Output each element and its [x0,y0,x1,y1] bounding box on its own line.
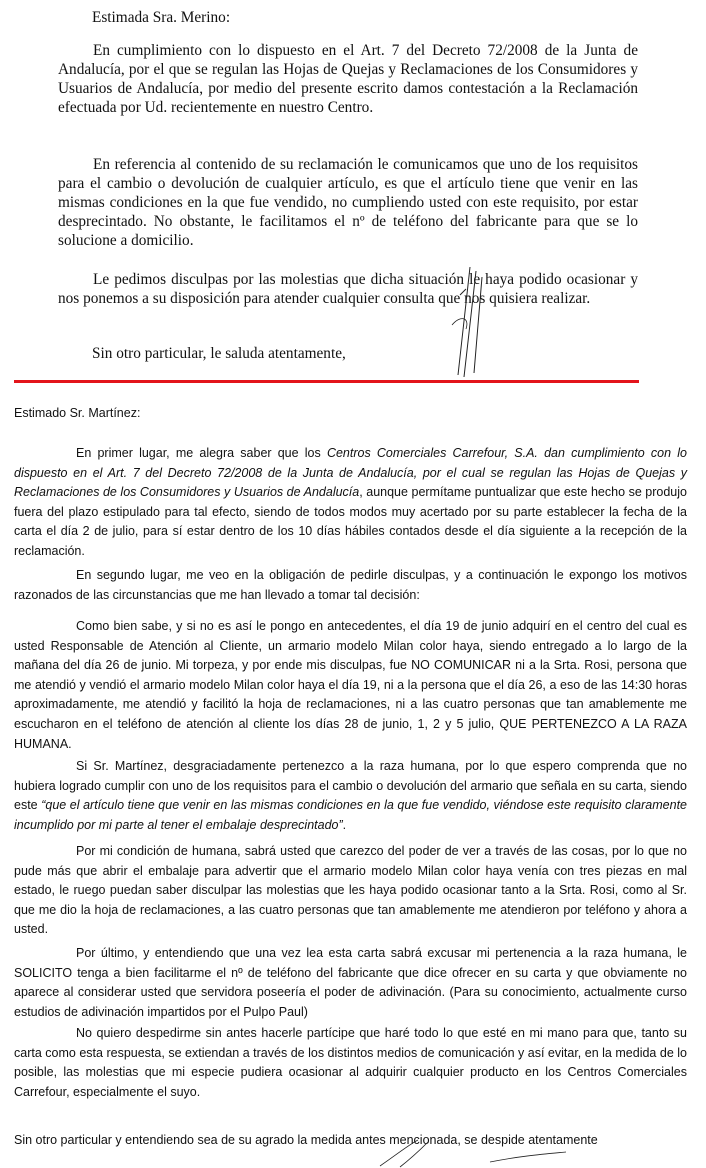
response-p4-text-b: . [342,817,347,832]
response-paragraph-4 [14,757,687,835]
red-divider-line [14,380,639,383]
reply-paragraph-3: Le pedimos disculpas por las molestias que dicha situación le haya podido ocasionar y nos ponemos a su disposición para atender cualquier consulta que nos quisiera realizar. [58,271,638,307]
response-paragraph-3: Como bien sabe, y si no es así le pongo en antecedentes, el día 19 de junio adquirí en el centro del cual es usted Responsable de Atención al Cliente, un armario modelo Milan color haya, siendo entregado a lo largo de la mañana del día 26 de junio. Mi torpeza, y por ende mis disculpas, fue NO COMUNICAR ni a la Srta. Rosi, persona que me atendió y vendió el armario modelo Milan color haya el día 19, ni a la persona que el día 26, a eso de las 14:30 horas aproximadamente, me atendió y facilitó la hoja de reclamaciones, ni a las cuatro personas que tan amablemente me escucharon en el teléfono de atención al cliente los días 28 de junio, 1, 2 y 5 julio, QUE PERTENEZCO A LA RAZA HUMANA. [14,619,687,751]
reply-greeting: Estimada Sra. Merino: [92,9,231,26]
response-closing: Sin otro particular y entendiendo sea de su agrado la medida antes mencionada, se despide atentamente [14,1133,598,1147]
response-paragraph-1 [14,444,687,562]
reply-paragraph-2: En referencia al contenido de su reclamación le comunicamos que uno de los requisitos para el cambio o devolución de cualquier artículo, es que el artículo tiene que venir en las mismas condiciones en la que fue vendido, no cumpliendo usted con este requisito, por estar desprecintado. No obstante, le facilitamos el nº de teléfono del fabricante para que se lo solucione a domicilio. [58,156,638,249]
response-p1-text-a: En primer lugar, me alegra saber que los [76,446,327,460]
response-paragraph-7: No quiero despedirme sin antes hacerle partícipe que haré todo lo que esté en mi mano para que, tanto su carta como esta respuesta, se extiendan a través de los distintos medios de comunicación y así evitar, en la medida de lo posible, las molestias que mi especie pudiera ocasionar al adquirir cualquier producto en los Centros Comerciales Carrefour, especialmente el suyo. [14,1026,687,1099]
reply-paragraph-1: En cumplimiento con lo dispuesto en el Art. 7 del Decreto 72/2008 de la Junta de Andalucía, por el que se regulan las Hojas de Quejas y Reclamaciones de los Consumidores y Usuarios de Andalucía, por medio del presente escrito damos contestación a la Reclamación efectuada por Ud. recientemente en nuestro Centro. [58,42,638,116]
response-paragraph-5: Por mi condición de humana, sabrá usted que carezco del poder de ver a través de las cosas, por lo que no pude más que abrir el embalaje para advertir que el armario modelo Milan color haya venía con tres piezas en mal estado, le ruego puedan saber disculpar las molestias que les haya podido ocasionar tanto a la Srta. Rosi, como al Sr. que me dio la hoja de reclamaciones, a las cuatro personas que tan amablemente me atendieron por teléfono y ahora a usted. [14,844,687,937]
response-p1-quote: Centros Comerciales Carrefour, S.A. dan cumplimiento con lo dispuesto en el Art. 7 del Decreto 72/2008 de la Junta de Andalucía, por el cual se regulan las Hojas de Quejas y Reclamaciones de los Consumidores y Usuarios de Andalucía [14,446,687,500]
reply-closing: Sin otro particular, le saluda atentamente, [92,345,346,362]
response-p4-text-a: Si Sr. Martínez, desgraciadamente pertenezco a la raza humana, por lo que espero comprenda que no hubiera logrado cumplir con uno de los requisitos para el cambio o devolución del armario que señala en su carta, siendo este [14,759,687,813]
response-p4-quote: “que el artículo tiene que venir en las mismas condiciones en la que fue vendido, viéndose este requisito claramente incumplido por mi parte al tener el embalaje desprecintado” [14,798,687,832]
response-paragraph-2: En segundo lugar, me veo en la obligación de pedirle disculpas, y a continuación le expongo los motivos razonados de las circunstancias que me han llevado a tomar tal decisión: [14,568,687,602]
response-p1-text-b: , aunque permítame puntualizar que este hecho se produjo fuera del plazo estipulado para tal efecto, siendo de todos modos muy acertado por su parte establecer la fecha de la carta el día 2 de julio, para sí estar dentro de los 10 días hábiles contados desde el día siguiente a la recepción de la reclamación. [14,485,687,558]
response-greeting: Estimado Sr. Martínez: [14,406,141,420]
response-paragraph-6: Por último, y entendiendo que una vez lea esta carta sabrá excusar mi pertenencia a la raza humana, le SOLICITO tenga a bien facilitarme el nº de teléfono del fabricante que dice ofrecer en su carta y que obviamente no aparece al considerar usted que servidora poseería el poder de adivinación. (Para su conocimiento, actualmente curso estudios de adivinación impartidos por el Pulpo Paul) [14,946,687,1019]
